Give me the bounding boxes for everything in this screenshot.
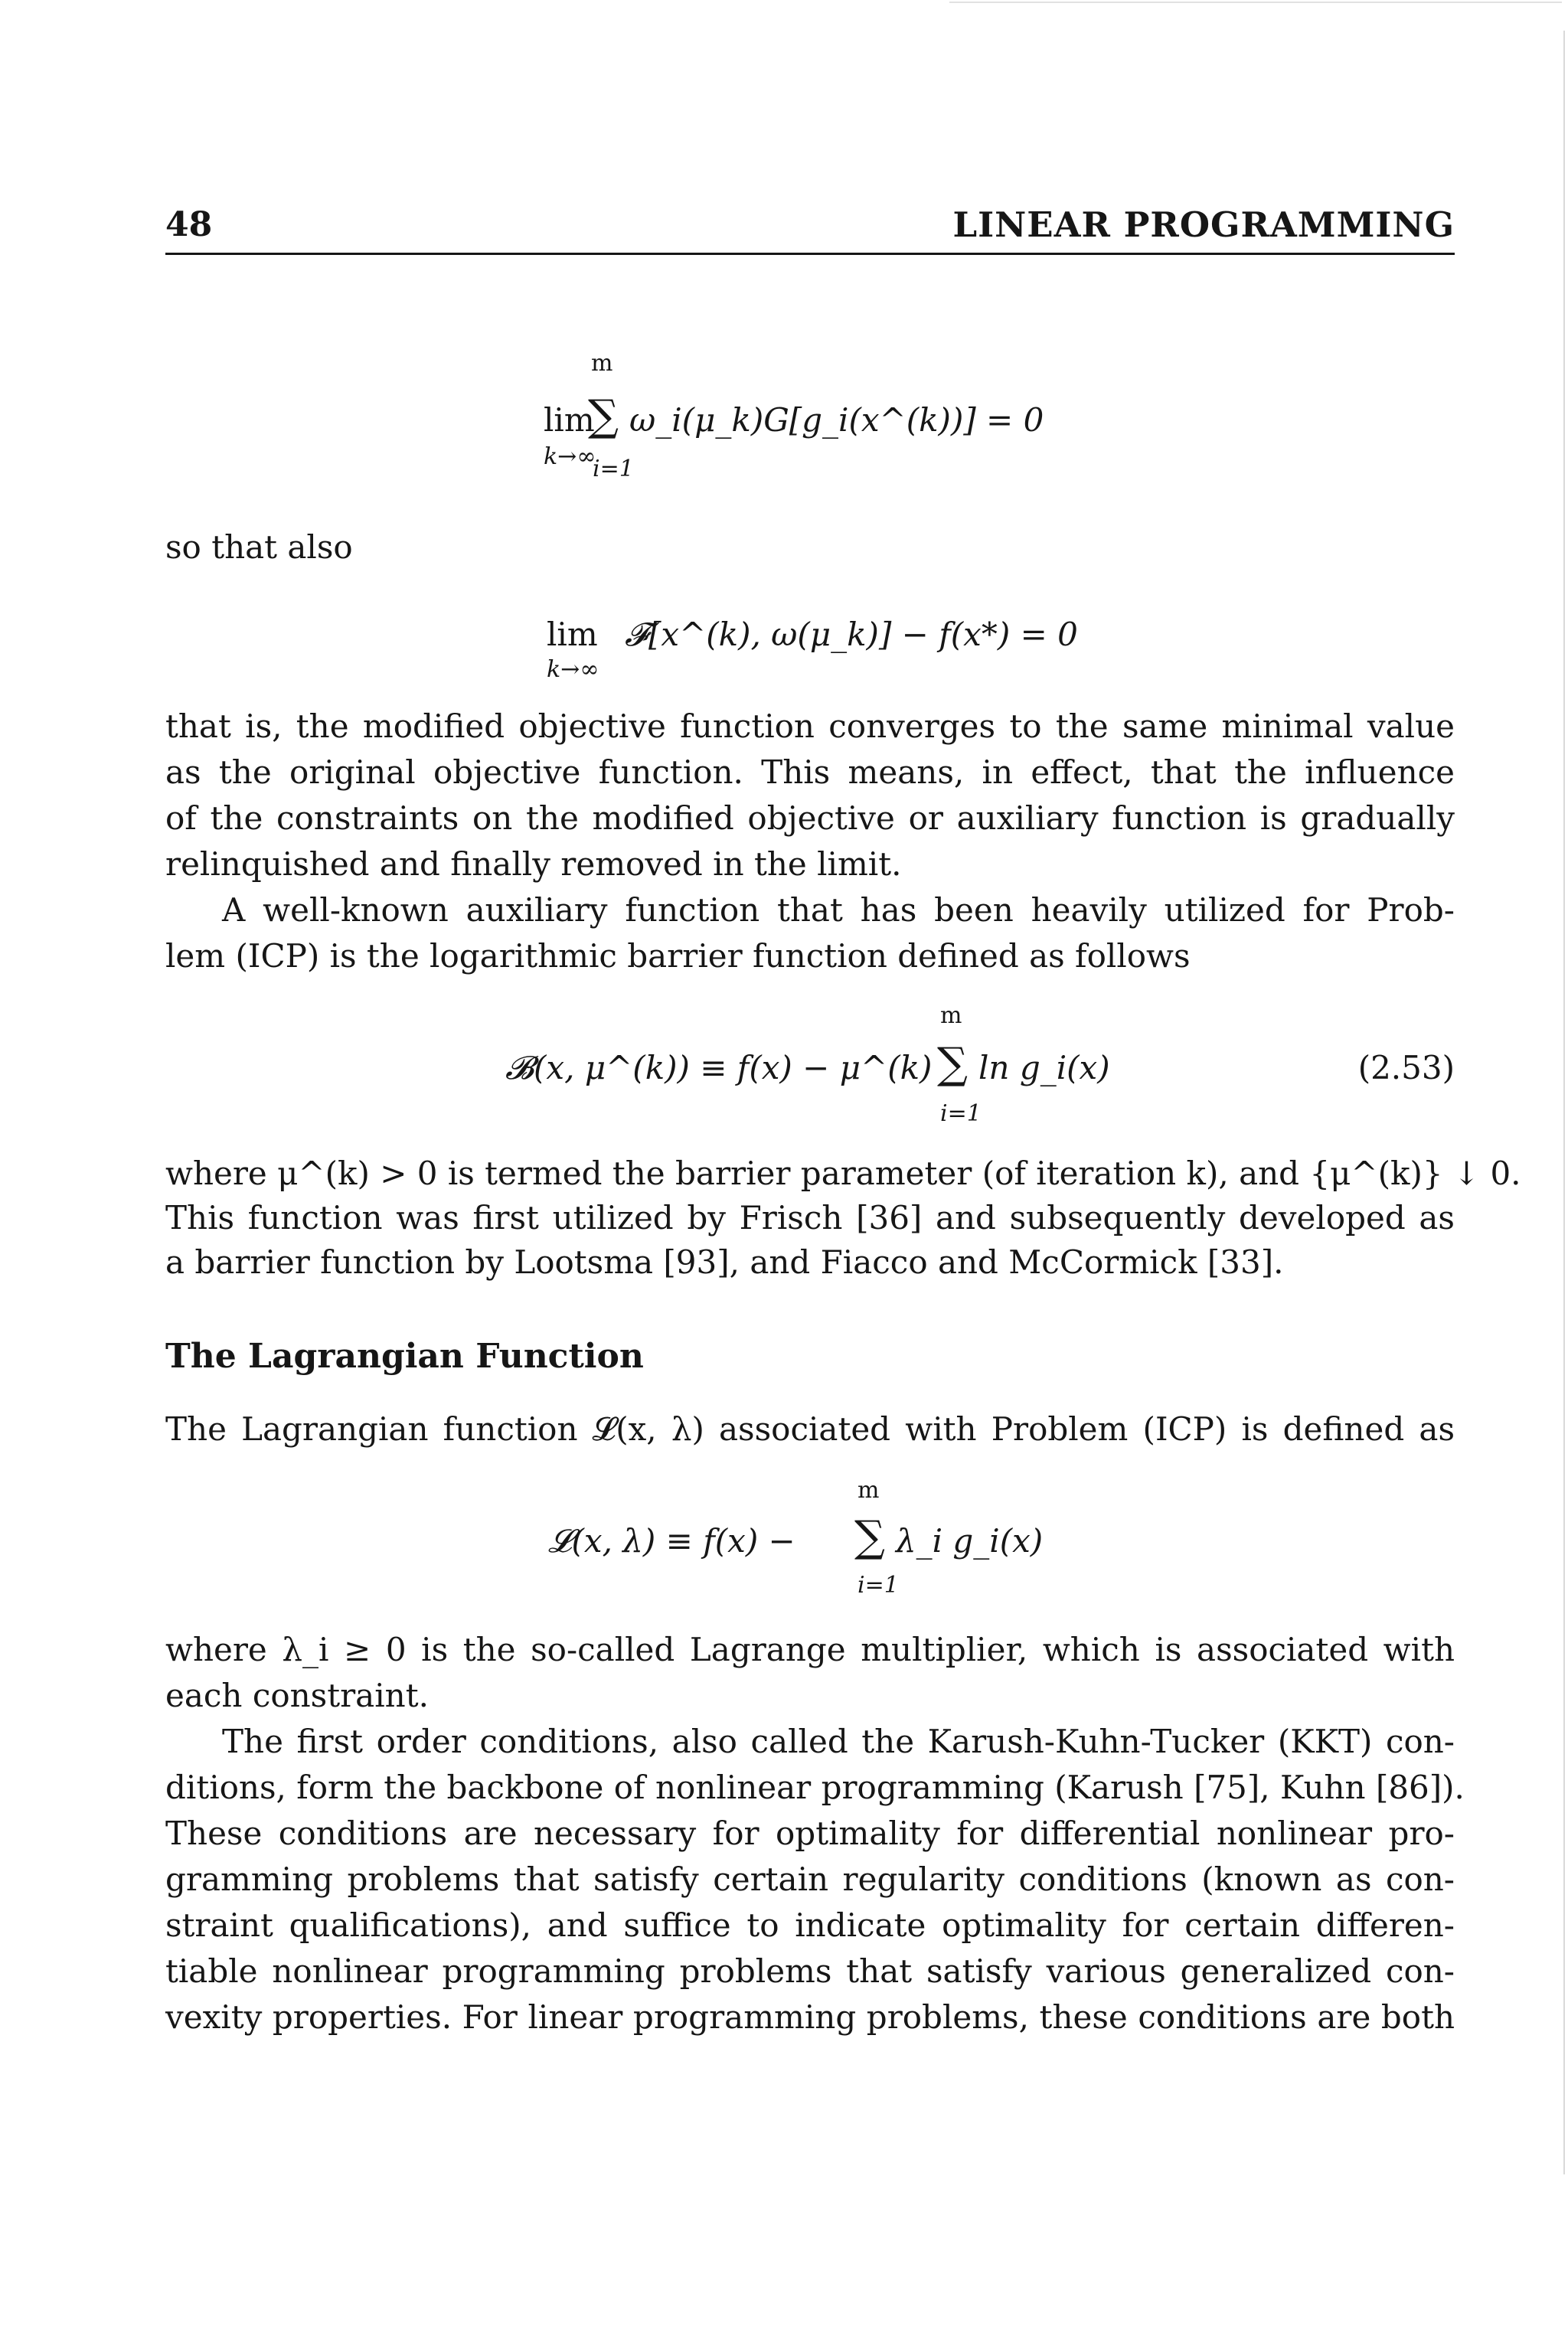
- header-rule: [165, 253, 1455, 255]
- text-line: where λ_i ≥ 0 is the so-called Lagrange multiplier, which is associated with: [165, 1631, 1455, 1668]
- equation-lhs: 𝓑(x, μ^(k)) ≡ f(x) − μ^(k): [505, 1049, 933, 1086]
- sum-upper-limit: m: [858, 1477, 880, 1504]
- page-number: 48: [165, 205, 213, 244]
- summation-sign: ∑: [937, 1039, 968, 1089]
- sum-upper-limit: m: [591, 350, 613, 377]
- scan-edge-right: [1563, 31, 1565, 2174]
- text-line: relinquished and finally removed in the limit.: [165, 845, 902, 883]
- text-line: that is, the modified objective function converges to the same minimal value: [165, 707, 1455, 745]
- equation-rhs: λ_i g_i(x): [896, 1522, 1044, 1560]
- limit-operator: lim: [547, 616, 598, 653]
- text-line: The Lagrangian function 𝓛(x, λ) associated with Problem (ICP) is defined as: [165, 1410, 1455, 1448]
- summation-sign: ∑: [854, 1512, 885, 1562]
- equation-lhs: 𝓛(x, λ) ≡ f(x) −: [548, 1522, 795, 1560]
- text-line: The first order conditions, also called the Karush-Kuhn-Tucker (KKT) con-: [222, 1723, 1455, 1760]
- text-line: each constraint.: [165, 1677, 429, 1714]
- equation-body: ω_i(μ_k)G[g_i(x^(k))] = 0: [629, 401, 1044, 439]
- sum-lower-limit: i=1: [940, 1100, 982, 1127]
- text-line: A well-known auxiliary function that has been heavily utilized for Prob-: [222, 891, 1455, 929]
- page-header: [165, 201, 1455, 262]
- text-line: as the original objective function. This means, in effect, that the influence: [165, 753, 1455, 791]
- scan-edge-top: [949, 2, 1562, 3]
- sum-lower-limit: i=1: [593, 456, 634, 482]
- text-line: of the constraints on the modified objective or auxiliary function is gradually: [165, 799, 1455, 837]
- equation-body: 𝓕[x^(k), ω(μ_k)] − f(x*) = 0: [625, 616, 1078, 653]
- summation-sign: ∑: [588, 391, 619, 441]
- limit-operator: lim: [544, 401, 595, 439]
- text-line: gramming problems that satisfy certain regularity conditions (known as con-: [165, 1860, 1455, 1898]
- limit-subscript: k→∞: [547, 656, 599, 683]
- text-line: tiable nonlinear programming problems that satisfy various generalized con-: [165, 1952, 1455, 1990]
- text-line: ditions, form the backbone of nonlinear programming (Karush [75], Kuhn [86]).: [165, 1769, 1465, 1806]
- text-line: where μ^(k) > 0 is termed the barrier parameter (of iteration k), and {μ^(k)} ↓ 0.: [165, 1155, 1521, 1192]
- running-head: LINEAR PROGRAMMING: [952, 204, 1455, 245]
- text-line: a barrier function by Lootsma [93], and Fiacco and McCormick [33].: [165, 1243, 1284, 1281]
- text-line: This function was first utilized by Frisch [36] and subsequently developed as: [165, 1199, 1455, 1237]
- text-line: lem (ICP) is the logarithmic barrier function defined as follows: [165, 937, 1191, 975]
- equation-rhs: ln g_i(x): [978, 1049, 1110, 1086]
- text-line: so that also: [165, 528, 353, 566]
- limit-subscript: k→∞: [544, 443, 596, 470]
- sum-upper-limit: m: [940, 1002, 962, 1029]
- text-line: straint qualifications), and suffice to indicate optimality for certain differen-: [165, 1906, 1455, 1944]
- text-line: These conditions are necessary for optimality for differential nonlinear pro-: [165, 1815, 1455, 1852]
- equation-number: (2.53): [1357, 1049, 1455, 1086]
- text-line: vexity properties. For linear programming problems, these conditions are both: [165, 1998, 1455, 2036]
- section-heading: The Lagrangian Function: [165, 1337, 644, 1376]
- sum-lower-limit: i=1: [858, 1572, 899, 1599]
